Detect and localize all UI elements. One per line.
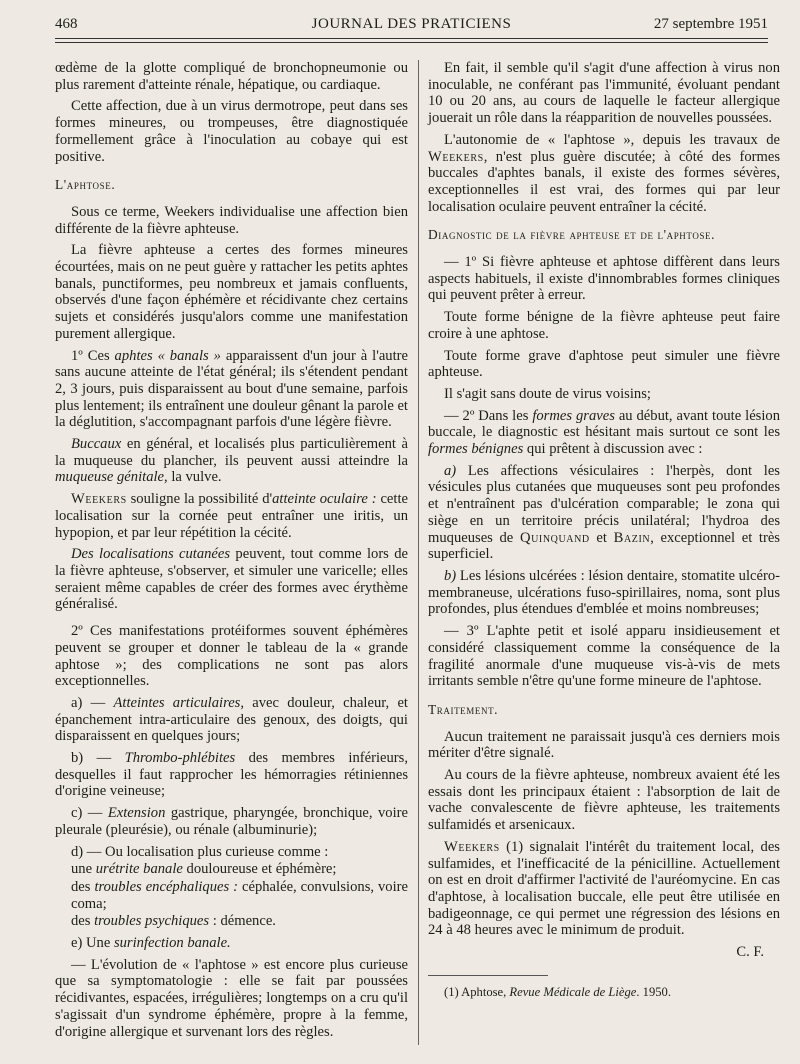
header-rule-thick [55,38,768,39]
column-divider [418,60,419,1045]
list-item: des troubles psychiques : démence. [71,913,276,930]
left-column [55,60,408,1045]
paragraph: Weekers (1) signalait l'intérêt du traitement local, des sulfamides, et l'inefficacité de la pénicilline. Actuellement on est en droit d'affirmer l'activité de l'auréomycine. En cas d'aphtose, à localisation buccale, elle peut être utilisée en badigeonnage, ce qui permet une régression des lésions en 24 à 48 heures avec le minimum de produit. [428,838,780,939]
footnote-rule [428,975,548,976]
paragraph: — L'évolution de « l'aphtose » est encore plus curieuse que sa symptomatologie : elle se fait par poussées récidivantes, espacées, irrégulières; longtemps on a cru qu'il s'agissait d'un syndrome éphémère, propre à la femme, d'origine allergique et survenant lors des règles. [55,956,408,1040]
paragraph: œdème de la glotte compliqué de bronchopneumonie ou plus rarement d'atteinte rénale, hépatique, ou cardiaque. [55,60,408,93]
paragraph: Il s'agit sans doute de virus voisins; [444,385,651,402]
list-item: b) — Thrombo-phlébites des membres inférieurs, desquelles il faut rapprocher les hémorragies rétiniennes d'origine veineuse; [55,750,408,800]
paragraph: — 2º Dans les formes graves au début, avant toute lésion buccale, le diagnostic est hésitant mais surtout ce sont les formes bénignes qui prêtent à discussion avec : [428,407,780,458]
paragraph: En fait, il semble qu'il s'agit d'une affection à virus non inoculable, ne conférant pas l'immunité, évoluant pendant 10 ou 20 ans, au cours de laquelle le facteur allergique jouerait un rôle dans la réapparition de nouvelles poussées. [428,60,780,127]
list-item: a) — Atteintes articulaires, avec douleur, chaleur, et épanchement intra-articulaire des genoux, des doigts, qui disparaissent en quelques jours; [55,694,408,745]
list-item: c) — Extension gastrique, pharyngée, bronchique, voire pleurale (pleurésie), ou rénale (albuminurie); [55,805,408,838]
paragraph: Au cours de la fièvre aphteuse, nombreux avaient été les essais dont les principaux étaient : l'absorption de lait de vache convalescente de fièvre aphteuse, les traitements sulfamidés et arsenicaux. [428,767,780,834]
paragraph: — 3º L'aphte petit et isolé apparu insidieusement et considéré classiquement comme la conséquence de la fragilité anormale d'une muqueuse vis-à-vis de mets irritants semble n'être qu'une forme mineure de l'aphtose. [428,623,780,690]
paragraph: 1º Ces aphtes « banals » apparaissent d'un jour à l'autre sans aucune atteinte de l'état général; ils s'étendent pendant 2, 3 jours, puis disparaissent au bout d'une semaine, parfois plus lentement; ils entraînent une douleur gênant la parole et la déglutition, s'accompagnant parfois d'une légère fièvre. [55,347,408,431]
paragraph: 2º Ces manifestations protéiformes souvent éphémères peuvent se grouper et donner le tableau de la « grande aphtose »; des complications ne sont pas alors exceptionnelles. [55,623,408,690]
paragraph: La fièvre aphteuse a certes des formes mineures écourtées, mais on ne peut guère y rattacher les petits aphtes banals, punctiformes, peu nombreux et jamais confluents, observés d'une façon éphémère et récidivante chez certains sujets et considérés jusqu'alors comme une manifestation purement allergique. [55,242,408,342]
author-signature: C. F. [736,944,764,961]
paragraph: Buccaux en général, et localisés plus particulièrement à la muqueuse du plancher, ils peuvent aussi atteindre la muqueuse génitale, la vulve. [55,436,408,486]
paragraph: Aucun traitement ne paraissait jusqu'à ces derniers mois mériter d'être signalé. [428,728,780,762]
footnote: (1) Aphtose, Revue Médicale de Liège. 1950. [444,984,671,999]
paragraph: Toute forme grave d'aphtose peut simuler une fièvre aphteuse. [428,347,780,381]
paragraph: Toute forme bénigne de la fièvre aphteuse peut faire croire à une aphtose. [428,309,780,342]
paragraph: Sous ce terme, Weekers individualise une affection bien différente de la fièvre aphteuse. [55,203,408,237]
issue-date: 27 septembre 1951 [653,16,768,32]
list-item: d) — Ou localisation plus curieuse comme : [71,843,329,860]
list-item: b) Les lésions ulcérées : lésion dentaire, stomatite ulcéro-membraneuse, ulcérations fuso-spirillaires, noma, sont plus profondes, plus étendues d'emblée et moins nombreuses; [428,567,780,618]
section-heading-traitement: Traitement. [428,701,499,717]
list-item: a) Les affections vésiculaires : l'herpès, dont les vésicules plus cutanées que muqueuses sont peu profondes et n'entraînent pas d'ulcération comparable; le zona qui siège en un territoire précis unilatéral; l'hydroa des muqueuses de Quinquand et Bazin, exceptionnel et très superficiel. [428,462,780,563]
section-heading-diagnostic: Diagnostic de la fièvre aphteuse et de l'aphtose. [428,227,716,243]
list-item: une urétrite banale douloureuse et éphémère; [71,861,337,878]
journal-title: JOURNAL DES PRATICIENS [311,16,512,32]
paragraph: Cette affection, due à un virus dermotrope, peut dans ses formes mineures, ou trompeuses, être diagnostiquée formellement grâce à l'inoculation au cobaye qui est positive. [55,98,408,165]
running-header [55,14,768,40]
list-item: des troubles encéphaliques : céphalée, convulsions, voire coma; [71,878,408,912]
page-number: 468 [55,16,78,32]
paragraph: — 1º Si fièvre aphteuse et aphtose diffèrent dans leurs aspects habituels, il existe d'innombrables formes cliniques qui peuvent prêter à erreur. [428,254,780,304]
paragraph: Des localisations cutanées peuvent, tout comme lors de la fièvre aphteuse, s'observer, et simuler une varicelle; elles seraient même capables de créer des formes avec érythème généralisé. [55,546,408,613]
right-column [428,60,780,1005]
section-heading-aphtose: L'aphtose. [55,177,116,193]
paragraph: Weekers souligne la possibilité d'atteinte oculaire : cette localisation sur la cornée peut entraîner une iritis, un hypopion, et par leur répétition la cécité. [55,491,408,541]
header-rule-thin [55,42,768,43]
paragraph: L'autonomie de « l'aphtose », depuis les travaux de Weekers, n'est plus guère discutée; à côté des formes buccales d'aphtes banals, il existe des formes sévères, exceptionnelles il est vrai, des formes qui par leur localisation oculaire peuvent entraîner la cécité. [428,131,780,215]
list-item: e) Une surinfection banale. [71,935,231,952]
